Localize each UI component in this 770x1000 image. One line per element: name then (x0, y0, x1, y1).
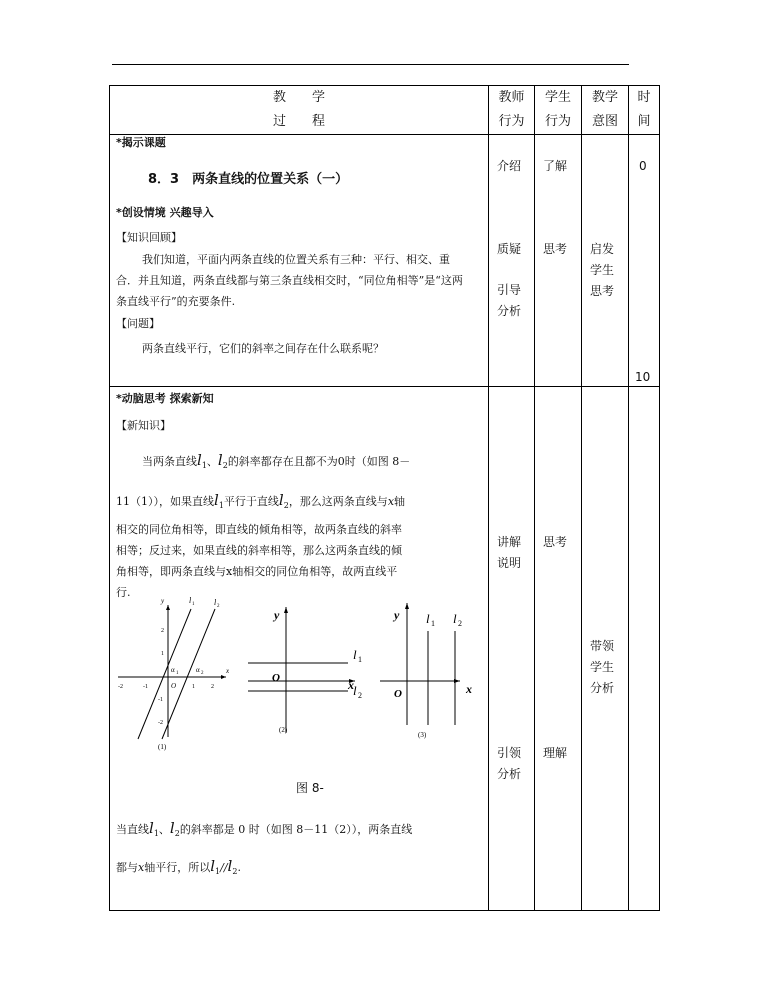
question-text: 两条直线平行，它们的斜率之间存在什么联系呢？ (142, 342, 384, 355)
header-teacher-line2: 行为 (498, 114, 525, 129)
header-process-line1: 教 学 (272, 90, 325, 105)
teacher-introduce: 介绍 (497, 159, 522, 173)
x-axis-symbol-2: x (138, 861, 145, 874)
paragraph-line6: 行. (116, 586, 131, 599)
header-intent (582, 86, 629, 135)
fig1-alpha2-sub: 2 (201, 671, 204, 676)
fig2-l2-label: l (353, 683, 357, 698)
review-text: 我们知道，平面内两条直线的位置关系有三种：平行、相交、重合．并且知道，两条直线都与第三条直线相交时，“同位角相等”是“这两条直线平行”的充要条件. (116, 253, 463, 308)
teacher-lead: 引领 (497, 746, 522, 760)
fig2-origin: O (272, 672, 280, 684)
l1-subscript-4: 1 (215, 867, 221, 877)
x-axis-symbol: x (387, 495, 395, 508)
header-student-line1: 学生 (544, 90, 571, 105)
paragraph-line8 (116, 857, 241, 876)
scenario-heading: *创设情境 兴趣导入 (116, 206, 214, 219)
p1-text-b: 、 (206, 455, 218, 468)
fig1-tick-x-1: 1 (192, 684, 195, 690)
l1-symbol-3: l (149, 819, 154, 837)
figure-2 (248, 607, 362, 734)
paragraph-line7 (116, 819, 412, 838)
fig1-line-l1 (138, 609, 191, 739)
figure-caption: 图 8- (296, 781, 324, 795)
fig1-tick-y-neg2: -2 (158, 720, 163, 726)
header-time-line2: 间 (637, 114, 651, 129)
lesson-table (109, 85, 660, 911)
p7-text-b: 、 (158, 823, 170, 836)
teacher-illustrate: 说明 (497, 556, 522, 570)
intent-analyze: 分析 (590, 681, 615, 695)
fig3-origin: O (394, 688, 402, 700)
header-intent-line2: 意图 (591, 114, 618, 129)
header-intent-line1: 教学 (591, 90, 618, 105)
section1-student (535, 135, 582, 387)
student-understand: 了解 (543, 159, 568, 173)
figure-3 (380, 603, 472, 739)
l1-subscript-3: 1 (153, 829, 159, 839)
figures-8-11 (110, 597, 489, 757)
teacher-explain: 讲解 (497, 535, 522, 549)
fig1-tick-x-2: 2 (211, 684, 214, 690)
intent-inspire: 启发 (590, 242, 615, 256)
paragraph-line2 (116, 491, 405, 510)
p8-text-e: . (237, 861, 241, 874)
p8-text-a: 都与 (116, 861, 138, 874)
section1-row (110, 135, 660, 387)
explore-heading: *动脑思考 探索新知 (116, 392, 214, 405)
p2-text-c: ，那么这两条直线与 (288, 495, 388, 508)
fig3-l1-sub: 1 (431, 619, 435, 628)
header-time-line1: 时 (637, 90, 651, 105)
section2-process (110, 387, 489, 911)
fig1-tick-y-neg1: -1 (158, 697, 163, 703)
fig3-caption: (3) (418, 731, 427, 739)
header-time (629, 86, 660, 135)
p7-text-c: 的斜率都是 0 时（如图 8－11（2）），两条直线 (179, 823, 413, 836)
l1-symbol-4: l (210, 857, 216, 875)
fig1-alpha1: α (171, 666, 175, 674)
fig1-x-arrow (221, 675, 226, 679)
l2-subscript: 2 (222, 461, 228, 471)
fig3-l1-label: l (426, 611, 430, 626)
section1-teacher (489, 135, 535, 387)
paragraph-line1 (142, 451, 410, 470)
fig1-alpha1-sub: 1 (176, 671, 179, 676)
fig1-l1-sub: 1 (192, 602, 195, 607)
l2-symbol-2: l (278, 491, 284, 509)
l2-subscript-2: 2 (283, 501, 289, 511)
fig2-x-label: x (348, 678, 354, 692)
fig1-l1-label: l (189, 597, 192, 605)
header-teacher-line1: 教师 (498, 90, 525, 105)
fig1-y-arrow (166, 605, 170, 610)
question-label: 【问题】 (116, 317, 160, 330)
fig3-l2-label: l (453, 611, 457, 626)
teacher-analyze-2: 分析 (497, 767, 522, 781)
section2-intent (582, 387, 629, 911)
intent-think: 思考 (590, 284, 615, 298)
l2-subscript-4: 2 (232, 867, 238, 877)
header-row (110, 86, 660, 135)
fig1-tick-y-1: 1 (161, 651, 164, 657)
fig2-y-label: y (274, 608, 280, 622)
new-knowledge-label: 【新知识】 (116, 419, 171, 432)
p2-text-b: 平行于直线 (223, 495, 279, 508)
l1-subscript-2: 1 (218, 501, 224, 511)
fig1-tick-x-neg2: -2 (118, 684, 123, 690)
intent-lead: 带领 (590, 639, 615, 653)
p2-text-e: 轴 (394, 495, 406, 508)
p1-text-a: 当两条直线 (142, 455, 197, 468)
p7-text-a: 当直线 (116, 823, 149, 836)
top-rule (112, 64, 629, 65)
l1-subscript: 1 (201, 461, 207, 471)
fig1-caption: (1) (158, 743, 167, 751)
section2-student (535, 387, 582, 911)
section2-teacher (489, 387, 535, 911)
header-teacher (489, 86, 535, 135)
fig2-caption: (2) (279, 726, 288, 734)
l2-symbol: l (217, 451, 223, 469)
student-comprehend: 理解 (543, 746, 568, 760)
paragraph-line3: 相交的同位角相等，即直线的倾角相等，故两条直线的斜率 (116, 523, 402, 536)
parallel-symbol: // (220, 861, 228, 874)
intent-students-2: 学生 (590, 660, 615, 674)
fig3-y-arrow (405, 603, 409, 609)
fig3-x-label: x (466, 682, 472, 696)
header-student (535, 86, 582, 135)
fig1-l2-label: l (214, 598, 217, 607)
lesson-title: 8．3 两条直线的位置关系（一） (148, 172, 349, 187)
paragraph-line4: 相等；反过来，如果直线的斜率相等，那么这两条直线的倾 (116, 544, 402, 557)
figure-1 (118, 597, 230, 751)
intent-students: 学生 (590, 263, 615, 277)
fig1-tick-y-2: 2 (161, 628, 164, 634)
fig2-y-arrow (284, 607, 288, 613)
p1-text-c: 的斜率都存在且都不为0时（如图 8－ (227, 455, 411, 468)
teacher-analyze: 分析 (497, 304, 522, 318)
fig1-origin: O (171, 682, 177, 690)
fig2-l1-label: l (353, 647, 357, 662)
fig3-y-label: y (394, 608, 400, 622)
section1-time (629, 135, 660, 387)
fig1-line-l2 (162, 609, 215, 739)
l1-symbol: l (197, 451, 202, 469)
l2-symbol-4: l (227, 857, 233, 875)
fig1-l2-sub: 2 (217, 604, 220, 609)
l2-symbol-3: l (169, 819, 175, 837)
teacher-guide: 引导 (497, 283, 522, 297)
fig1-tick-x-neg1: -1 (143, 684, 148, 690)
teacher-question: 质疑 (497, 242, 522, 256)
l1-symbol-2: l (214, 491, 219, 509)
time-end: 10 (635, 370, 651, 384)
fig2-l2-sub: 2 (358, 691, 362, 700)
fig1-y-label: y (161, 597, 165, 605)
section2-time (629, 387, 660, 911)
student-think: 思考 (543, 242, 568, 256)
section1-intent (582, 135, 629, 387)
student-think-2: 思考 (543, 535, 568, 549)
section1-process (110, 135, 489, 387)
header-process-line2: 过 程 (272, 114, 325, 129)
fig3-l2-sub: 2 (458, 619, 462, 628)
fig1-x-label: x (226, 667, 230, 675)
paragraph-line5: 角相等，即两条直线与x轴相交的同位角相等，故两直线平 (116, 565, 398, 578)
header-process (110, 86, 489, 135)
time-start: 0 (639, 159, 647, 173)
section2-row (110, 387, 660, 911)
l2-subscript-3: 2 (174, 829, 180, 839)
p2-text-a: 11（1）），如果直线 (116, 495, 214, 508)
reveal-topic-heading: *揭示课题 (116, 136, 166, 149)
fig2-l1-sub: 1 (358, 655, 362, 664)
fig1-alpha2: α (196, 666, 200, 674)
header-student-line2: 行为 (544, 114, 571, 129)
p8-text-c: 轴平行，所以 (144, 861, 211, 874)
review-label: 【知识回顾】 (116, 231, 182, 244)
